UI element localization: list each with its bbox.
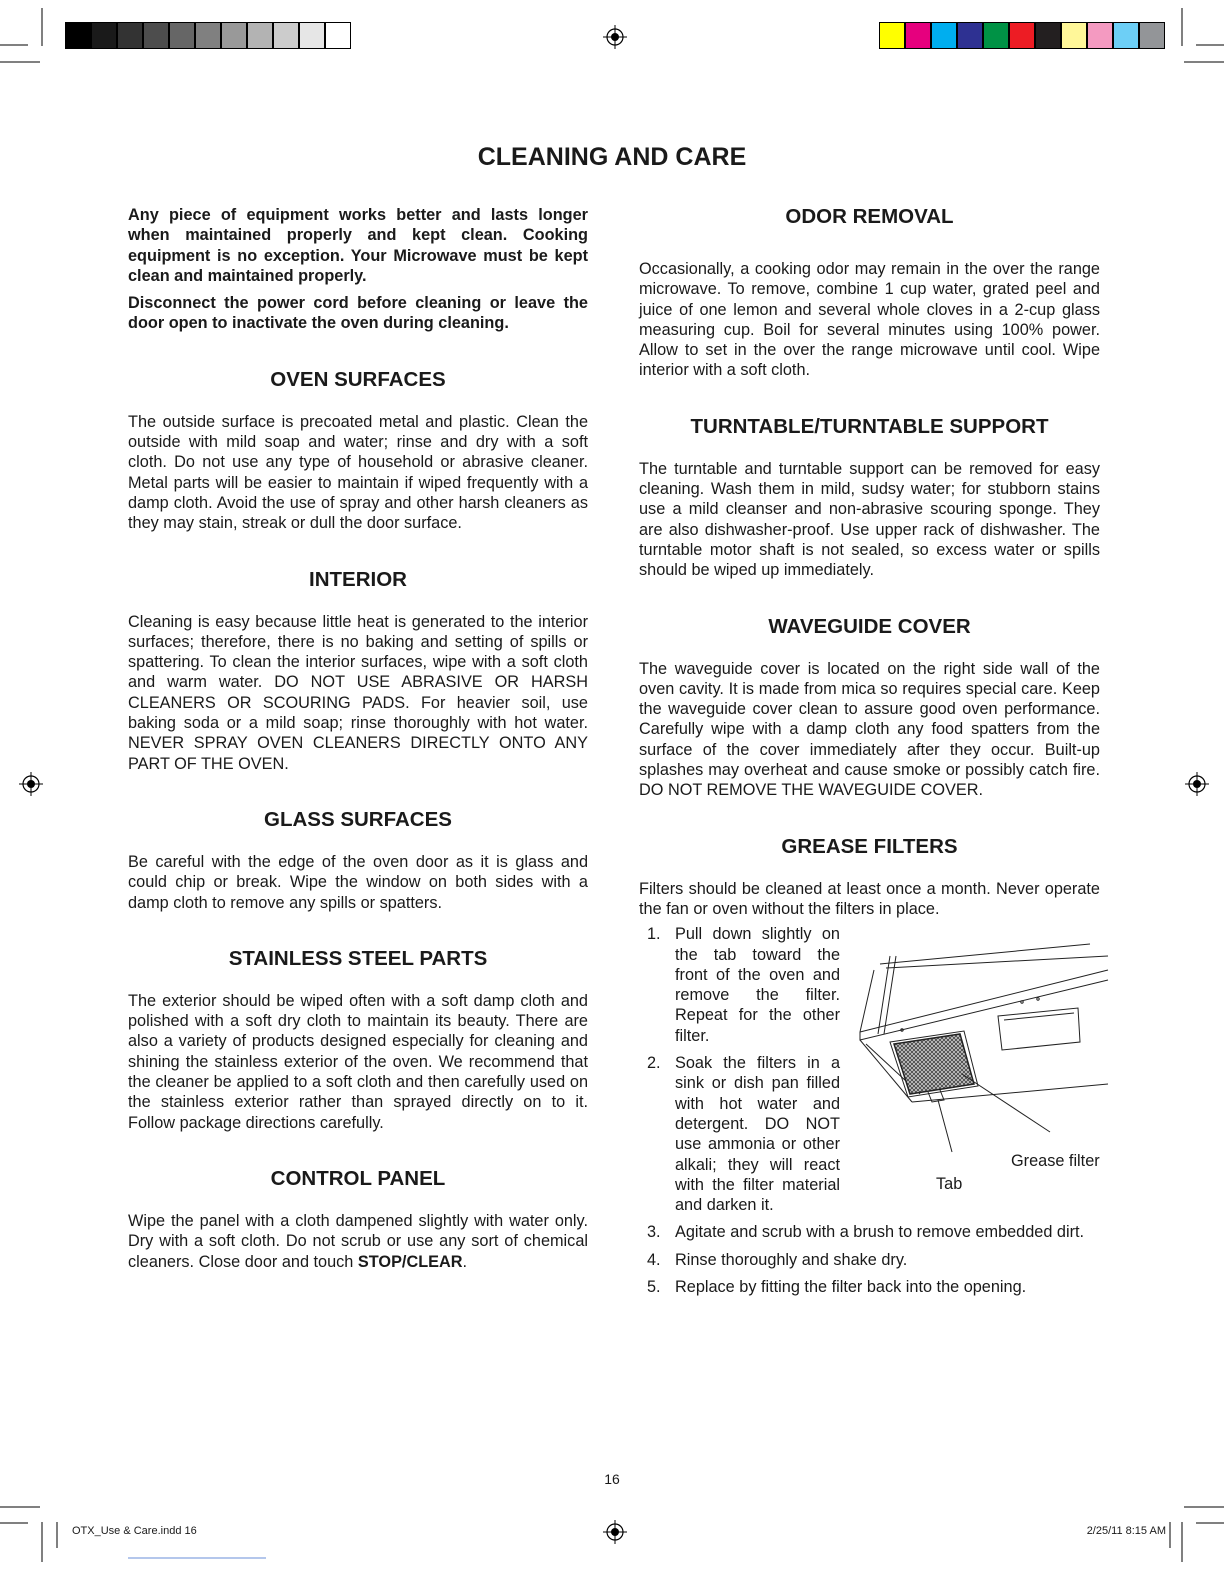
- grease-filter-figure: [850, 934, 1110, 1204]
- color-swatch: [274, 23, 299, 49]
- step-number: 1.: [647, 925, 661, 944]
- color-swatch: [248, 23, 273, 49]
- section-stainless-steel: [128, 947, 588, 1133]
- section-control-panel: [128, 1167, 588, 1272]
- color-swatch: [880, 23, 905, 49]
- section-grease-filters: [639, 835, 1100, 1298]
- left-column: [128, 205, 588, 1272]
- registration-mark-top-icon: [603, 25, 627, 49]
- step-number: 4.: [647, 1250, 661, 1269]
- color-swatch: [1036, 23, 1061, 49]
- section-heading: GLASS SURFACES: [264, 807, 452, 831]
- section-heading: WAVEGUIDE COVER: [768, 614, 971, 638]
- section-text: [128, 1211, 588, 1272]
- tab-label: Tab: [936, 1175, 963, 1194]
- registration-mark-bottom-icon: [603, 1520, 627, 1544]
- color-swatch: [118, 23, 143, 49]
- section-heading: ODOR REMOVAL: [785, 205, 954, 228]
- step-number: 3.: [647, 1223, 661, 1242]
- step-text: Pull down slightly on the tab toward the front of the oven and remove the filter. Repeat for the other filter.: [675, 925, 840, 1045]
- intro-paragraph: Any piece of equipment works better and lasts longer when maintained properly and kept clean. Cooking equipment is no exception. Your Microwave must be kept clean and maintained properly.: [128, 206, 588, 285]
- color-swatch: [222, 23, 247, 49]
- section-heading: STAINLESS STEEL PARTS: [228, 946, 488, 970]
- intro-warning: Disconnect the power cord before cleaning or leave the door open to inactivate the oven during cleaning.: [128, 294, 588, 333]
- section-text: The waveguide cover is located on the right side wall of the oven cavity. It is made from mica so requires special care. Keep the waveguide cover clean to assure good oven performance. Carefully wipe with a damp cloth any food spatters from the surface of the cover immediately after they occur. Built-up splashes may overheat and cause smoke or possibly catch fire. DO NOT REMOVE THE WAVEGUIDE COVER.: [639, 659, 1100, 800]
- section-text: Occasionally, a cooking odor may remain in the over the range microwave. To remove, combine 1 cup water, grated peel and juice of one lemon and several whole cloves in a 2-cup glass measuring cup. Boil for several minutes using 100% power. Allow to set in the over the range microwave until cool. Wipe interior with a soft cloth.: [639, 260, 1100, 380]
- section-text: The exterior should be wiped often with a soft damp cloth and polished with a soft dry cloth to maintain its beauty. There are also a variety of products designed especially for cleaning and shining the stainless exterior of the oven. We recommend that the cleaner be applied to a soft cloth and then carefully used on the stainless exterior rather than sprayed directly on to it. Follow package directions carefully.: [128, 991, 588, 1132]
- step-number: 2.: [647, 1054, 661, 1073]
- registration-mark-right-icon: [1185, 772, 1209, 796]
- list-item: [639, 1277, 1100, 1297]
- color-swatch: [1062, 23, 1087, 49]
- section-text: Be careful with the edge of the oven door as it is glass and could chip or break. Wipe the window on both sides with a damp cloth to remove any spills or spatters.: [128, 852, 588, 912]
- registration-mark-left-icon: [19, 772, 43, 796]
- section-glass-surfaces: [128, 808, 588, 913]
- color-swatch: [144, 23, 169, 49]
- section-interior: [128, 568, 588, 774]
- section-oven-surfaces: [128, 368, 588, 534]
- step-number: 5.: [647, 1277, 661, 1296]
- right-column: [639, 205, 1100, 1297]
- section-waveguide-cover: [639, 615, 1100, 801]
- step-text: Rinse thoroughly and shake dry.: [675, 1250, 908, 1269]
- grease-filter-icon: [890, 1031, 978, 1097]
- color-swatch: [1140, 23, 1165, 49]
- color-swatch: [196, 23, 221, 49]
- step-text: Agitate and scrub with a brush to remove embedded dirt.: [675, 1223, 1085, 1242]
- grease-filter-label: Grease filter: [1011, 1152, 1100, 1171]
- color-swatch: [958, 23, 983, 49]
- color-swatch: [326, 23, 351, 49]
- step-text: Replace by fitting the filter back into the opening.: [675, 1277, 1027, 1296]
- sentence-end: .: [462, 1252, 468, 1271]
- section-text: The outside surface is precoated metal and plastic. Clean the outside with mild soap and water; rinse and dry with a soft cloth. Do not use any type of household or abrasive cleaner. Metal parts will be easier to maintain if wiped frequently with a damp cloth. Avoid the use of spray and other harsh cleaners as they may stain, streak or dull the door surface.: [128, 412, 588, 533]
- page-number: 16: [604, 1471, 620, 1487]
- color-swatch: [932, 23, 957, 49]
- section-heading: GREASE FILTERS: [781, 834, 958, 858]
- color-bar: [879, 22, 1165, 50]
- color-swatch: [984, 23, 1009, 49]
- control-panel-text: Wipe the panel with a cloth dampened slightly with water only. Dry with a soft cloth. Do not scrub or use any sort of chemical cleaners. Close door and touch: [128, 1211, 588, 1271]
- page-title: CLEANING AND CARE: [477, 143, 747, 171]
- footer-timestamp: 2/25/11 8:15 AM: [1086, 1525, 1166, 1537]
- section-heading: OVEN SURFACES: [270, 367, 446, 391]
- list-item: [639, 1222, 1100, 1242]
- color-swatch: [170, 23, 195, 49]
- section-heading: INTERIOR: [309, 567, 407, 591]
- stop-clear-keyword: STOP/CLEAR: [357, 1252, 463, 1271]
- section-text: Filters should be cleaned at least once a month. Never operate the fan or oven without the filters in place.: [639, 879, 1100, 918]
- section-heading: TURNTABLE/TURNTABLE SUPPORT: [690, 414, 1049, 438]
- color-swatch: [1088, 23, 1113, 49]
- list-item: [639, 1250, 1100, 1270]
- steps-area: [639, 924, 1100, 1297]
- section-odor-removal: [639, 205, 1100, 381]
- section-heading: CONTROL PANEL: [270, 1166, 446, 1190]
- color-swatch: [906, 23, 931, 49]
- section-text: Cleaning is easy because little heat is generated to the interior surfaces; therefore, there is no baking and setting of spills or spattering. To clean the interior surfaces, wipe with a soft cloth and warm water. DO NOT USE ABRASIVE OR HARSH CLEANERS OR SCOURING PADS. For heavier soil, use baking soda or a mild soap; rinse thoroughly with hot water. NEVER SPRAY OVEN CLEANERS DIRECTLY ONTO ANY PART OF THE OVEN.: [128, 612, 588, 773]
- grayscale-bar: [65, 22, 351, 50]
- color-swatch: [1114, 23, 1139, 49]
- footer-file-name: OTX_Use & Care.indd 16: [72, 1525, 197, 1537]
- color-swatch: [92, 23, 117, 49]
- section-text: The turntable and turntable support can be removed for easy cleaning. Wash them in mild, sudsy water; for stubborn stains use a mild cleanser and non-abrasive scouring sponge. They are also dishwasher-proof. Use upper rack of dishwasher. The turntable motor shaft is not sealed, so excess water or spills should be wiped up immediately.: [639, 459, 1100, 580]
- color-swatch: [66, 23, 91, 49]
- step-text: Soak the filters in a sink or dish pan filled with hot water and detergent. DO NOT use ammonia or other alkali; they will react with the filter material and darken it.: [675, 1054, 840, 1215]
- intro: [128, 205, 588, 334]
- color-swatch: [300, 23, 325, 49]
- color-swatch: [1010, 23, 1035, 49]
- section-turntable: [639, 415, 1100, 581]
